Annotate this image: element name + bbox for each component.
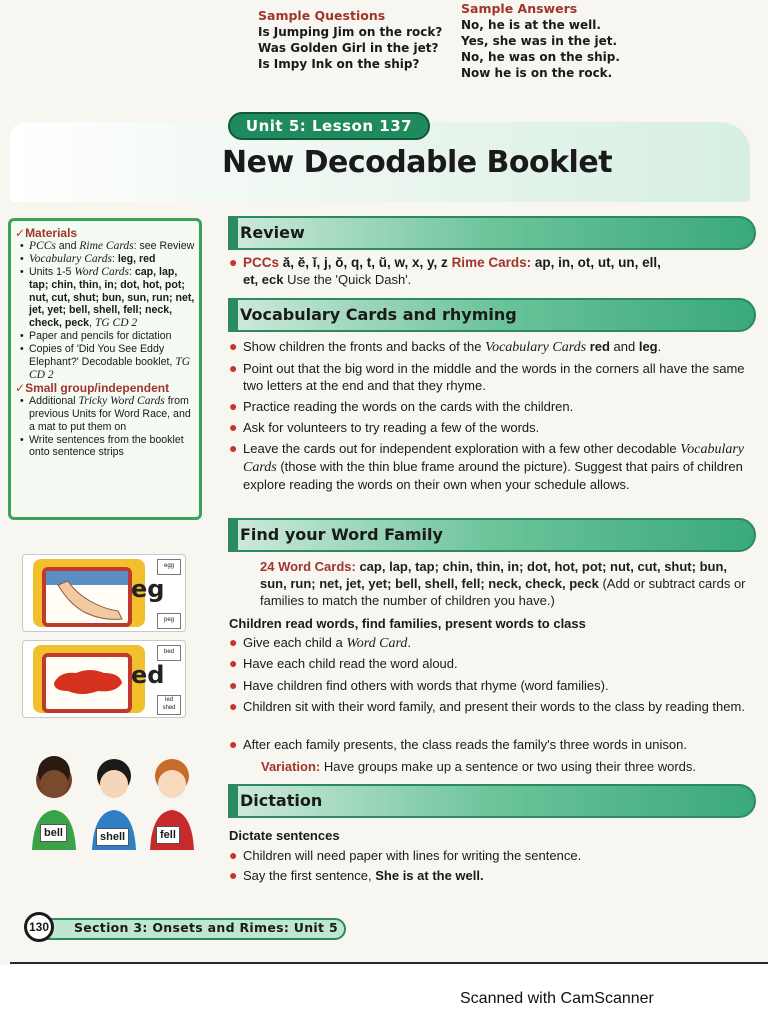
check-icon: ✓	[15, 226, 26, 240]
list-item: • Additional Tricky Word Cards from previous Units for Word Race, and a mat to put them on	[29, 395, 197, 434]
materials-list	[15, 240, 197, 382]
leg-icon	[46, 571, 128, 623]
vocabulary-card-leg	[22, 554, 186, 632]
card-word: ed	[131, 661, 165, 689]
unit-lesson-label: Unit 5: Lesson 137	[228, 112, 430, 140]
sample-answer: Yes, she was in the jet.	[461, 34, 618, 48]
page-edge	[10, 962, 768, 964]
sample-answer: Now he is on the rock.	[461, 66, 613, 80]
sample-answers	[461, 1, 620, 81]
section-heading-dictation: Dictation	[228, 784, 756, 818]
bullet-icon: ●	[229, 634, 238, 650]
sample-question: Is Jumping Jim on the rock?	[258, 25, 443, 39]
sample-question: Is Impy Ink on the ship?	[258, 57, 420, 71]
list-item: • Write sentences from the booklet onto sentence strips	[29, 434, 197, 460]
page-title: New Decodable Booklet	[222, 145, 613, 180]
bullet-icon: ●	[229, 698, 238, 714]
bullet-icon: ●	[229, 655, 238, 671]
list-item: • Vocabulary Cards: leg, red	[29, 253, 197, 266]
bullet-icon: ●	[229, 398, 238, 414]
kid-word-card: shell	[96, 828, 129, 846]
footer-section-label: Section 3: Onsets and Rimes: Unit 5	[74, 920, 338, 935]
word-family-subhead: Children read words, find families, present words to class	[229, 616, 586, 631]
bullet-icon: ●	[229, 440, 238, 456]
mini-word-card: led shed	[157, 695, 181, 715]
page-number: 130	[24, 912, 54, 942]
sample-questions	[258, 8, 442, 72]
materials-heading: ✓Materials	[15, 226, 78, 240]
bullet-icon: ●	[229, 360, 238, 376]
sample-question: Was Golden Girl in the jet?	[258, 41, 439, 55]
bullet-icon: ●	[229, 736, 238, 752]
sample-answers-heading: Sample Answers	[461, 1, 578, 16]
review-rimes-cont: et, eck Use the 'Quick Dash'.	[243, 272, 412, 287]
bullet-icon: ●	[229, 847, 238, 863]
section-heading-word-family: Find your Word Family	[228, 518, 756, 552]
kid-word-card: bell	[40, 824, 67, 842]
scanner-watermark: Scanned with CamScanner	[460, 990, 654, 1007]
section-heading-vocabulary: Vocabulary Cards and rhyming	[228, 298, 756, 332]
variation-note: Variation: Have groups make up a sentence or two using their three words.	[261, 759, 697, 774]
bullet-icon: ●	[229, 419, 238, 435]
materials-box	[8, 218, 202, 520]
sample-answer: No, he is at the well.	[461, 18, 601, 32]
word-cards-list: 24 Word Cards: cap, lap, tap; chin, thin, in; dot, hot, pot; nut, cut, shut; bun, sun, run; net, jet, yet; bell, shell, fell; neck, check, peck (Add or subtract cards or families to match the number of children you have.)	[260, 559, 746, 608]
mini-word-card: egg	[157, 559, 181, 575]
bullet-icon: ●	[229, 677, 238, 693]
leg-illustration	[42, 567, 132, 627]
dictation-subhead: Dictate sentences	[229, 828, 340, 843]
children-illustration	[24, 754, 200, 854]
list-item: • PCCs and Rime Cards: see Review	[29, 240, 197, 253]
list-item: • Units 1-5 Word Cards: cap, lap, tap; chin, thin, in; dot, hot, pot; nut, cut, shut; bun, sun, run; net, jet, yet; bell, shell, fell; neck, check, peck, TG CD 2	[29, 266, 197, 331]
bullet-icon: ●	[229, 254, 238, 270]
check-icon: ✓	[15, 380, 26, 395]
vocabulary-card-red	[22, 640, 186, 718]
mini-word-card: bed	[157, 645, 181, 661]
card-word: eg	[131, 575, 165, 603]
kid-word-card: fell	[156, 826, 180, 844]
section-heading-review: Review	[228, 216, 756, 250]
sample-questions-heading: Sample Questions	[258, 8, 386, 23]
list-item: • Paper and pencils for dictation	[29, 330, 197, 343]
paint-splash-icon	[46, 657, 128, 709]
small-group-heading: ✓Small group/independent	[15, 380, 170, 395]
sample-answer: No, he was on the ship.	[461, 50, 620, 64]
red-illustration	[42, 653, 132, 713]
list-item: • Copies of 'Did You See Eddy Elephant?' Decodable booklet, TG CD 2	[29, 343, 197, 382]
mini-word-card: peg	[157, 613, 181, 629]
small-group-list	[15, 395, 197, 460]
bullet-icon: ●	[229, 867, 238, 883]
bullet-icon: ●	[229, 338, 238, 354]
